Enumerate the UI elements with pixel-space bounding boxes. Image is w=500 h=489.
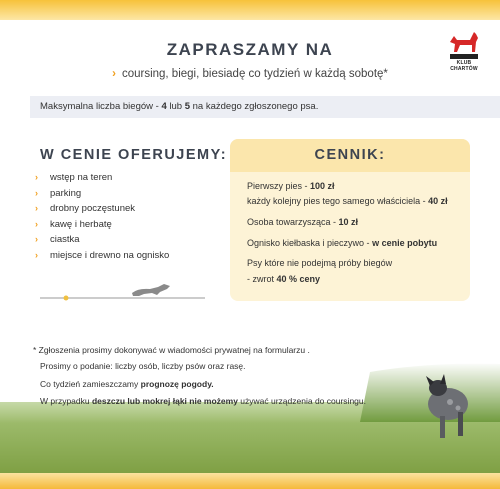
price-no-run-discount	[247, 274, 320, 284]
max-runs-or: lub	[166, 101, 185, 112]
price-next-dog	[247, 196, 448, 206]
note-weather	[40, 379, 214, 389]
list-item	[35, 170, 169, 186]
offer-item-label: parking	[50, 187, 82, 199]
price-panel	[230, 139, 470, 301]
price-label: - zwrot	[247, 274, 277, 284]
price-label: Pierwszy pies -	[247, 181, 311, 191]
price-value: 40 zł	[428, 196, 448, 206]
page-subtitle	[0, 68, 500, 80]
chevron-right-icon: ›	[35, 249, 38, 260]
chevron-right-icon: ›	[112, 68, 116, 80]
note-rain	[40, 396, 366, 406]
running-dog-divider	[40, 276, 210, 306]
list-item	[35, 232, 169, 248]
offer-item-label: drobny poczęstunek	[50, 203, 136, 215]
top-stripe	[0, 0, 500, 20]
max-runs-count-a: 4	[161, 101, 167, 112]
offer-item-label: miejsce i drewno na ognisko	[50, 249, 170, 261]
note-text: używać urządzenia do coursingu.	[237, 396, 366, 406]
price-label: Osoba towarzysząca -	[247, 217, 339, 227]
price-title: CENNIK:	[230, 139, 470, 172]
list-item	[35, 217, 169, 233]
price-bonfire	[247, 238, 437, 248]
page-title: ZAPRASZAMY NA	[166, 40, 334, 59]
note-text: W przypadku	[40, 396, 92, 406]
price-label: każdy kolejny pies tego samego właściciela -	[247, 196, 429, 206]
chevron-right-icon: ›	[35, 218, 38, 229]
list-item	[35, 248, 169, 264]
note-registration: * Zgłoszenia prosimy dokonywać w wiadomości prywatnej na formularzu .	[33, 345, 310, 355]
price-value: 10 zł	[338, 217, 359, 227]
note-bold: prognozę pogody.	[140, 379, 214, 389]
chevron-right-icon: ›	[35, 203, 38, 214]
note-text: Co tydzień zamieszczamy	[40, 379, 141, 389]
max-runs-suffix: na każdego zgłoszonego psa.	[190, 101, 319, 112]
chevron-right-icon: ›	[35, 172, 38, 183]
note-details: Prosimy o podanie: liczby osób, liczby psów oraz rasę.	[40, 361, 246, 371]
bottom-stripe	[0, 473, 500, 489]
max-runs-bar	[30, 96, 500, 118]
price-value: w cenie pobytu	[372, 238, 438, 248]
offer-item-label: ciastka	[50, 234, 80, 246]
list-item	[35, 186, 169, 202]
logo-text: KLUB CHARTÓW	[450, 60, 478, 72]
max-runs-count-b: 5	[184, 101, 190, 112]
offer-list	[35, 170, 169, 263]
price-value: 40 % ceny	[276, 274, 321, 284]
max-runs-prefix: Maksymalna liczba biegów -	[40, 101, 162, 112]
list-item	[35, 201, 169, 217]
price-no-run: Psy które nie podejmą próby biegów	[247, 258, 393, 268]
offer-item-label: wstęp na teren	[50, 172, 113, 184]
price-label: Ognisko kiełbaska i pieczywo -	[247, 238, 373, 248]
dot-icon	[64, 296, 69, 301]
offer-title: W CENIE OFERUJEMY:	[40, 147, 228, 163]
subtitle-text: coursing, biegi, biesiadę co tydzień w każdą sobotę*	[121, 68, 388, 80]
chevron-right-icon: ›	[35, 187, 38, 198]
running-dog-icon	[132, 284, 170, 296]
note-bold: deszczu lub mokrej łąki nie możemy	[91, 396, 238, 406]
price-first-dog	[247, 181, 335, 191]
offer-item-label: kawę i herbatę	[50, 218, 112, 230]
price-companion	[247, 217, 358, 227]
chevron-right-icon: ›	[35, 234, 38, 245]
price-value: 100 zł	[310, 181, 335, 191]
